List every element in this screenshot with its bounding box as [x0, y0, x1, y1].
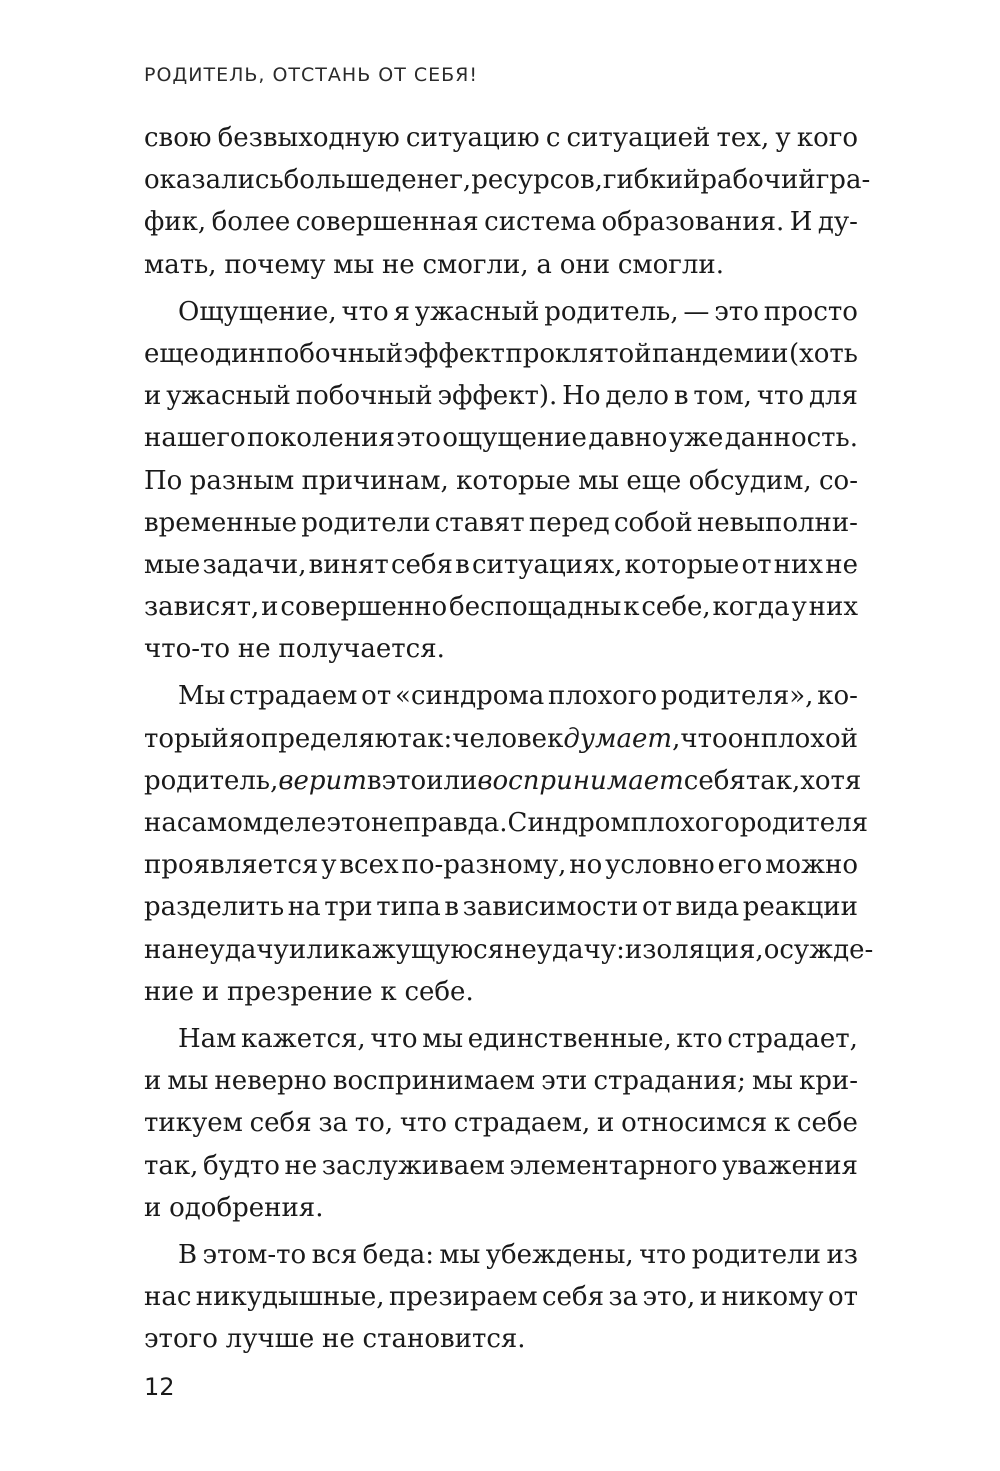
text-line: Нам кажется, что мы единственные, кто страдает, [178, 1023, 858, 1054]
text-line: Ощущение, что я ужасный родитель, — это просто [178, 296, 858, 327]
page-number: 12 [144, 1373, 175, 1401]
text-line: этого лучше не становится. [144, 1324, 526, 1355]
text-line: так, будто не заслуживаем элементарного уважения [144, 1150, 858, 1181]
text-line: нас никудышные, презираем себя за это, и никому от [144, 1282, 858, 1313]
text-line: ние и презрение к себе. [144, 976, 474, 1007]
text-line: и мы неверно воспринимаем эти страдания; мы кри- [144, 1066, 858, 1097]
body-text [144, 117, 874, 1360]
text-line: проявляется у всех по-разному, но условно его можно [144, 850, 858, 881]
text-line: тикуем себя за то, что страдаем, и относимся к себе [144, 1108, 858, 1139]
text-line: оказались больше денег, ресурсов, гибкий рабочий гра- [144, 165, 871, 196]
paragraph [144, 117, 871, 286]
text-line: торый я определяю так: человек думает, что он плохой [144, 723, 858, 754]
running-head: РОДИТЕЛЬ, ОТСТАНЬ ОТ СЕБЯ! [144, 64, 478, 86]
text-line: свою безвыходную ситуацию с ситуацией тех, у кого [144, 123, 858, 153]
paragraph [144, 1018, 858, 1229]
paragraph [144, 675, 874, 1013]
text-line: и одобрения. [144, 1192, 324, 1223]
paragraph [144, 1234, 858, 1361]
text-line: родитель, верит в это или воспринимает себя так, хотя [144, 765, 862, 796]
text-line: разделить на три типа в зависимости от вида реакции [144, 892, 858, 923]
text-line: на неудачу или кажущуюся неудачу: изоляция, осужде- [144, 934, 874, 965]
text-line: В этом-то вся беда: мы убеждены, что родители из [178, 1239, 858, 1270]
text-line: еще один побочный эффект проклятой пандемии (хоть [144, 338, 858, 369]
text-line: временные родители ставят перед собой невыполни- [144, 507, 858, 538]
text-line: Мы страдаем от «синдрома плохого родителя», ко- [178, 681, 858, 712]
paragraph [144, 291, 858, 671]
text-line: и ужасный побочный эффект). Но дело в том, что для [144, 381, 858, 412]
text-line: По разным причинам, которые мы еще обсудим, со- [144, 465, 858, 496]
text-line: мать, почему мы не смогли, а они смогли. [144, 249, 725, 280]
text-line: что-то не получается. [144, 634, 445, 665]
text-line: фик, более совершенная система образования. И ду- [144, 207, 858, 238]
text-line: нашего поколения это ощущение давно уже данность. [144, 423, 858, 454]
text-line: мые задачи, винят себя в ситуациях, которые от них не [144, 549, 858, 580]
text-line: на самом деле это неправда. Синдром плохого родителя [144, 808, 869, 838]
text-line: зависят, и совершенно беспощадны к себе, когда у них [144, 592, 858, 623]
